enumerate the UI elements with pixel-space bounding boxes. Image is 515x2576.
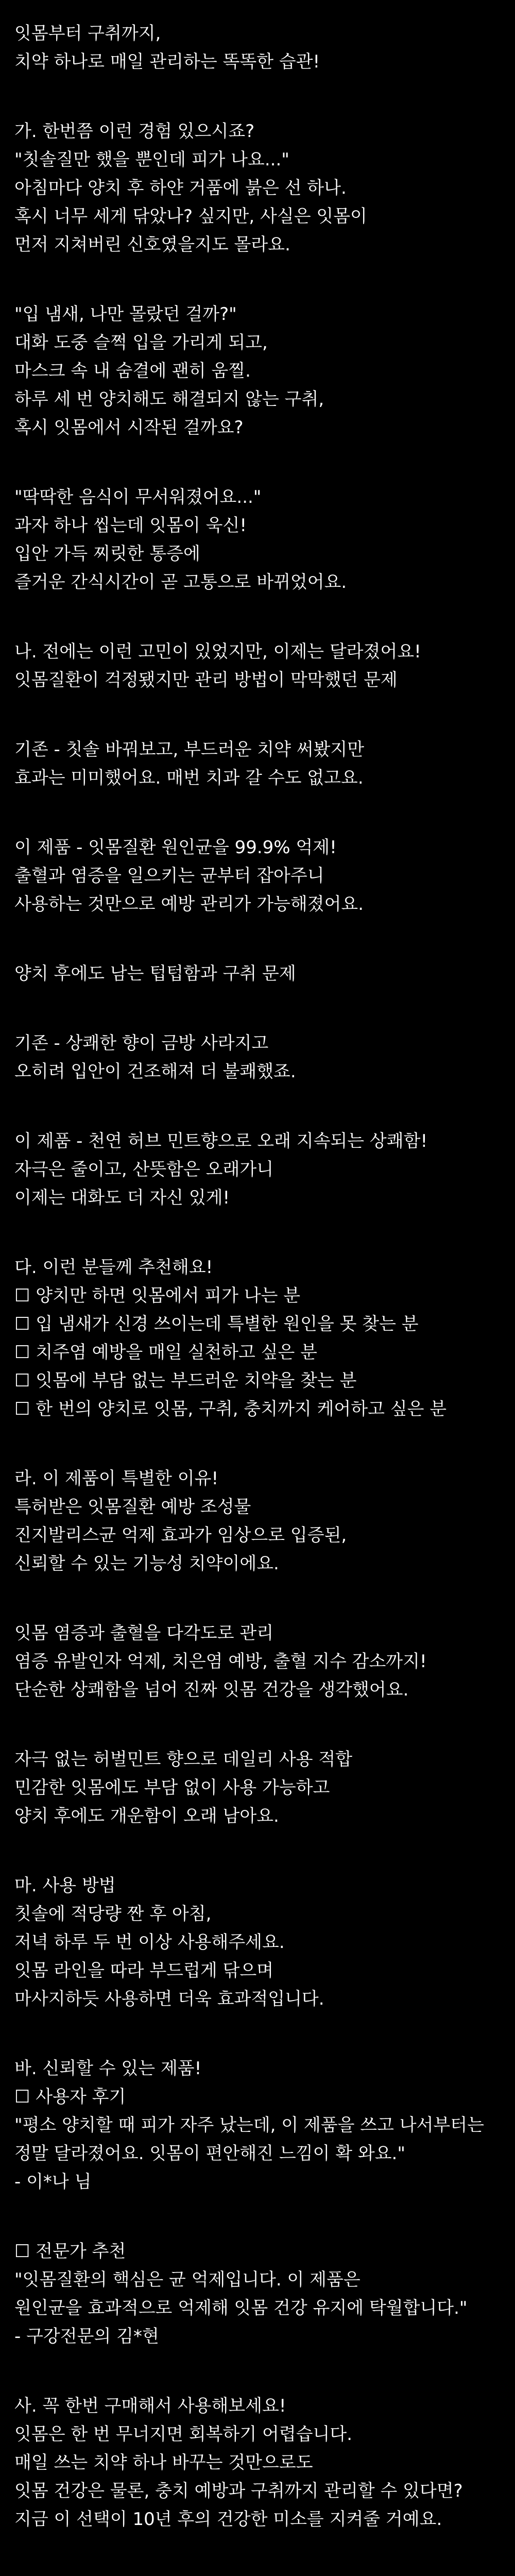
text-line: 특허받은 잇몸질환 예방 조성물 (14, 1497, 251, 1517)
text-line: 자극은 줄이고, 산뜻함은 오래가니 (14, 1159, 274, 1180)
text-line: 대화 도중 슬쩍 입을 가리게 되고, (14, 332, 268, 353)
section-ra-special (14, 1465, 515, 1578)
text-line: 양치 후에도 개운함이 오래 남아요. (14, 1806, 279, 1826)
section-ga-bleeding (14, 117, 515, 259)
section-na-after-1 (14, 834, 515, 919)
section-na-after-2 (14, 1127, 515, 1212)
text-line: 진지발리스균 억제 효과가 임상으로 입증된, (14, 1525, 347, 1546)
section-ga-bad-breath (14, 300, 515, 442)
text-line: 마스크 속 내 숨결에 괜히 움찔. (14, 361, 251, 381)
section-ga-hard-food (14, 483, 515, 597)
section-heading: 바. 신뢰할 수 있는 제품! (14, 2058, 202, 2079)
text-line: 마사지하듯 사용하면 더욱 효과적입니다. (14, 1989, 324, 2009)
checklist-item: ☐ 한 번의 양치로 잇몸, 구취, 충치까지 케어하고 싶은 분 (14, 1399, 447, 1419)
text-line: 칫솔에 적당량 짠 후 아침, (14, 1904, 212, 1924)
text-line: 이 제품 - 잇몸질환 원인균을 99.9% 억제! (14, 837, 337, 858)
text-line: 지금 이 선택이 10년 후의 건강한 미소를 지켜줄 거예요. (14, 2509, 442, 2530)
text-line: 효과는 미미했어요. 매번 치과 갈 수도 없고요. (14, 768, 364, 788)
checklist-item: ☐ 치주염 예방을 매일 실천하고 싶은 분 (14, 1342, 317, 1363)
closing (14, 2575, 515, 2576)
text-line: 신뢰할 수 있는 기능성 치약이에요. (14, 1553, 279, 1574)
checklist-item: ☐ 양치만 하면 잇몸에서 피가 나는 분 (14, 1285, 301, 1306)
text-line: 이제는 대화도 더 자신 있게! (14, 1188, 230, 1208)
checklist-item: ☐ 잇몸에 부담 없는 부드러운 치약을 찾는 분 (14, 1370, 357, 1391)
text-line: 잇몸부터 구취까지, (14, 23, 161, 44)
text-line: 잇몸 건강은 물론, 충치 예방과 구취까지 관리할 수 있다면? (14, 2481, 463, 2501)
section-heading: 사. 꼭 한번 구매해서 사용해보세요! (14, 2396, 286, 2416)
section-na-before-1 (14, 736, 515, 792)
section-sa-buy (14, 2392, 515, 2534)
quote-author: - 이*나 님 (14, 2172, 92, 2192)
checklist-item: ☐ 전문가 추천 (14, 2241, 126, 2262)
section-heading: 마. 사용 방법 (14, 1875, 116, 1896)
text-line: "칫솔질만 했을 뿐인데 피가 나요..." (14, 149, 289, 170)
text-line: 과자 하나 씹는데 잇몸이 욱신! (14, 515, 247, 536)
text-line: 자극 없는 허벌민트 향으로 데일리 사용 적합 (14, 1749, 353, 1770)
text-line: 잇몸 염증과 출혈을 다각도로 관리 (14, 1623, 274, 1643)
text-line: 잇몸질환이 걱정됐지만 관리 방법이 막막했던 문제 (14, 670, 398, 690)
text-line: 치약 하나로 매일 관리하는 똑똑한 습관! (14, 52, 320, 72)
text-line: 매일 쓰는 치약 하나 바꾸는 것만으로도 (14, 2452, 313, 2473)
text-line: 입안 가득 찌릿한 통증에 (14, 544, 200, 564)
text-line: 저녁 하루 두 번 이상 사용해주세요. (14, 1932, 285, 1953)
text-line: 염증 유발인자 억제, 치은염 예방, 출혈 지수 감소까지! (14, 1651, 427, 1672)
section-heading: 다. 이런 분들께 추천해요! (14, 1257, 213, 1278)
quote-author: - 구강전문의 김*현 (14, 2326, 159, 2347)
text-line: 잇몸 라인을 따라 부드럽게 닦으며 (14, 1960, 274, 1981)
checklist-item: ☐ 입 냄새가 신경 쓰이는데 특별한 원인을 못 찾는 분 (14, 1314, 419, 1334)
quote-line: "평소 양치할 때 피가 자주 났는데, 이 제품을 쓰고 나서부터는 (14, 2115, 484, 2136)
text-line: 먼저 지쳐버린 신호였을지도 몰라요. (14, 234, 290, 255)
text-line: "입 냄새, 나만 몰랐던 걸까?" (14, 304, 237, 325)
quote-line: 정말 달라졌어요. 잇몸이 편안해진 느낌이 확 와요." (14, 2143, 405, 2164)
text-line (14, 2575, 515, 2576)
text-line: 민감한 잇몸에도 부담 없이 사용 가능하고 (14, 1777, 330, 1798)
section-ra-mint (14, 1745, 515, 1831)
quote-line: "잇몸질환의 핵심은 균 억제입니다. 이 제품은 (14, 2269, 360, 2290)
quote-line: 원인균을 효과적으로 억제해 잇몸 건강 유지에 탁월합니다." (14, 2298, 468, 2318)
text-line: "딱딱한 음식이 무서워졌어요..." (14, 487, 262, 507)
section-na-heading (14, 638, 515, 694)
intro-heading (14, 20, 515, 76)
text-line: 오히려 입안이 건조해져 더 불쾌했죠. (14, 1061, 296, 1082)
section-na-problem-2 (14, 960, 515, 988)
text-line: 양치 후에도 남는 텁텁함과 구취 문제 (14, 963, 296, 984)
text-line: 사용하는 것만으로 예방 관리가 가능해졌어요. (14, 894, 364, 914)
section-heading: 라. 이 제품이 특별한 이유! (14, 1468, 219, 1489)
section-heading: 가. 한번쯤 이런 경험 있으시죠? (14, 121, 255, 142)
section-ma-usage (14, 1872, 515, 2013)
text-line: 하루 세 번 양치해도 해결되지 않는 구취, (14, 389, 324, 410)
text-line: 기존 - 상쾌한 향이 금방 사라지고 (14, 1033, 269, 1054)
section-ra-inflammation (14, 1619, 515, 1704)
section-ba-trust-review (14, 2055, 515, 2196)
text-line: 이 제품 - 천연 허브 민트향으로 오래 지속되는 상쾌함! (14, 1131, 428, 1151)
checklist-item: ☐ 사용자 후기 (14, 2087, 126, 2107)
text-line: 출혈과 염증을 일으키는 균부터 잡아주니 (14, 866, 324, 886)
text-line: 기존 - 칫솔 바꿔보고, 부드러운 치약 써봤지만 (14, 739, 365, 760)
text-line: 잇몸은 한 번 무너지면 회복하기 어렵습니다. (14, 2424, 353, 2445)
text-line: 혹시 너무 세게 닦았나? 싶지만, 사실은 잇몸이 (14, 206, 367, 227)
section-na-before-2 (14, 1029, 515, 1086)
section-ba-expert (14, 2238, 515, 2351)
text-line: 단순한 상쾌함을 넘어 진짜 잇몸 건강을 생각했어요. (14, 1680, 409, 1700)
section-heading: 나. 전에는 이런 고민이 있었지만, 이제는 달라졌어요! (14, 641, 421, 662)
section-da-recommend (14, 1253, 515, 1423)
text-line: 혹시 잇몸에서 시작된 걸까요? (14, 417, 244, 438)
text-line: 즐거운 간식시간이 곧 고통으로 바뀌었어요. (14, 572, 347, 592)
text-line: 아침마다 양치 후 하얀 거품에 붉은 선 하나. (14, 178, 347, 198)
